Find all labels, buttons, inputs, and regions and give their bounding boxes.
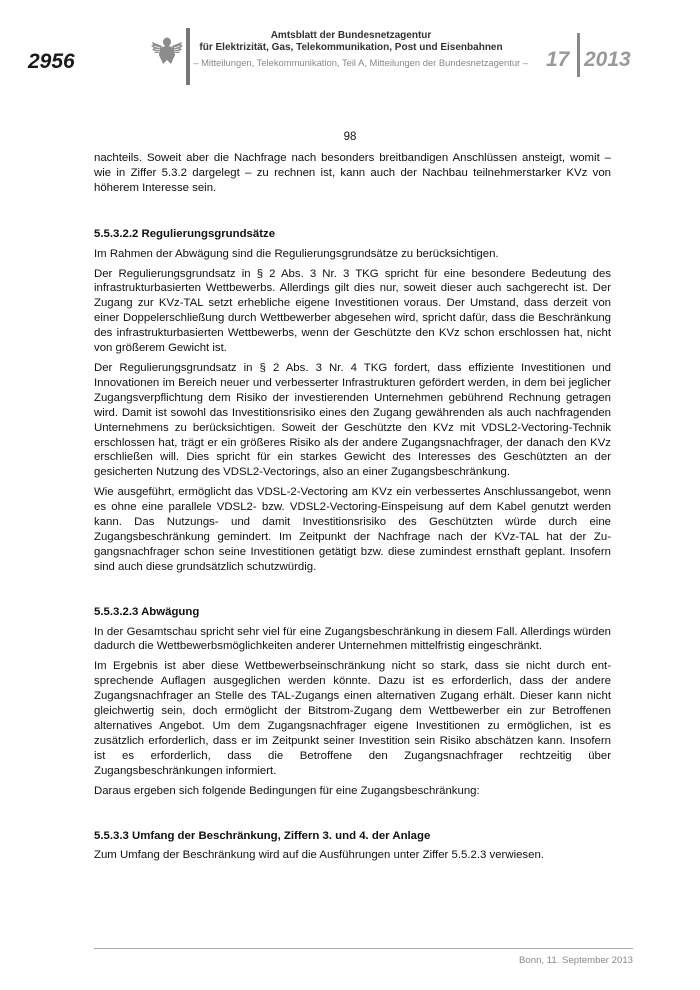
section-heading-abwaegung: 5.5.3.2.3 Abwägung (94, 605, 200, 618)
inner-page-number: 98 (343, 131, 357, 143)
journal-title-line1: Amtsblatt der Bundesnetzagentur (270, 30, 432, 41)
section-heading-umfang: 5.5.3.3 Umfang der Beschränkung, Ziffern 3. und 4. der Anlage (94, 829, 431, 842)
journal-page-number: 2956 (28, 50, 75, 73)
paragraph: Zum Umfang der Beschränkung wird auf die Ausführungen unter Ziffer 5.5.2.3 verwiesen. (94, 849, 544, 862)
document-body (94, 151, 611, 863)
paragraph: Im Ergebnis ist aber diese Wettbewerbseinschränkung nicht so stark, dass sie nicht durch entsprechende Auflagen ausgeglichen werden könnte. Dazu ist es erforderlich, dass der andere Zugangsnachfrager an Stelle des TAL-Zugangs einen alternativen Zugang erhält. Dieser kann nicht gleichwertig sein, doch ermöglicht der Bitstrom-Zugang dem Wettbewerber ein zur Betroffenen alternatives Angebot. Um dem Zugangsnachfrager eigene Investitionen zu ermöglichen, ist es zusätzlich erforderlich, dass er im Zeitpunkt seiner Investition sein Risiko abschätzen kann. Insofern ist es erforderlich, dass die Betroffene den Zugangsnachfrager rechtzeitig über Zugangsbeschränkungen informiert. (94, 660, 611, 777)
paragraph: Der Regulierungsgrundsatz in § 2 Abs. 3 Nr. 3 TKG spricht für eine besondere Bedeutung des infrastrukturbasierten Wettbewerbs. Allerdings gilt dies nur, soweit dieser auch sachgerecht ist. Der Zugang zur KVz-TAL setzt erhebliche eigene Investitionen voraus. Der Umstand, dass derzeit von einer Doppelerschließung durch Wettbewerber abgesehen wird, spricht dafür, dass die Beschränkung des infrastrukturbasierten Wettbewerbs, wenn der Geschützte den KVz schon erschlossen hat, nicht von größerem Gewicht ist. (94, 267, 611, 355)
federal-eagle-icon (150, 33, 184, 67)
paragraph: Daraus ergeben sich folgende Bedingungen für eine Zugangsbeschränkung: (94, 784, 480, 797)
journal-subtitle: – Mitteilungen, Telekommunikation, Teil A, Mitteilungen der Bundesnetzagentur – (193, 57, 528, 68)
paragraph: Der Regulierungsgrundsatz in § 2 Abs. 3 Nr. 4 TKG fordert, dass effiziente Investitionen und Innovationen im Bereich neuer und verbesserter Infrastrukturen gefördert werden, in dem bei jeglicher Zugangsverpflichtung dem Risiko der investierenden Unternehmen gebührend Rechnung getragen wird. Damit ist sowohl das Investitionsrisiko eines den Zugang gewährenden als auch nachfragenden Unternehmens zu berücksichtigen. Soweit der Geschützte den KVz mit VDSL2-Vectoring-Technik erschlossen hat, trägt er ein größeres Risiko als der andere Zugangsnachfrager, der danach den KVz erschließen will. Dies spricht für ein starkes Gewicht des Interesses des Geschützten an der gesicherten Nutzung des VDSL2-Vectorings, also an einer Zugangsbeschränkung. (94, 361, 611, 479)
journal-title-line2: für Elektrizität, Gas, Telekommunikation, Post und Eisenbahnen (199, 42, 503, 53)
issue-year: 2013 (584, 48, 631, 71)
paragraph: Im Rahmen der Abwägung sind die Regulierungsgrundsätze zu berücksichtigen. (94, 247, 499, 260)
intro-paragraph: nachteils. Soweit aber die Nachfrage nach besonders breitbandigen Anschlüssen ansteigt, womit – wie in Ziffer 5.3.2 dargelegt – zu rechnen ist, kann auch der Nachbau teilnehmerstarker KVz von höherem Interesse sein. (94, 152, 611, 194)
journal-title (190, 30, 512, 54)
footer-divider (94, 948, 633, 949)
paragraph: Wie ausgeführt, ermöglicht das VDSL-2-Vectoring am KVz ein verbessertes Anschlussangebot, wenn es ohne eine parallele VDSL2- bzw. VDSL2-Vectoring-Einspeisung auf dem Kabel genutzt werden kann. Das Nutzungs- und damit Investitionsrisiko des Geschützten würde durch eine Zugangsbeschränkung gemindert. Im Zeitpunkt der Nachfrage nach der KVz-TAL hat der Zugangsnachfrager schon seine Investitionen getätigt bzw. diese zumindest ernsthaft geplant. Insofern sind auch diese grundsätzlich schutzwürdig. (94, 486, 611, 573)
issue-number: 17 (546, 48, 570, 71)
footer-place-date: Bonn, 11. September 2013 (519, 955, 633, 966)
issue-year-divider (577, 33, 580, 77)
section-heading-regulierungsgrundsaetze: 5.5.3.2.2 Regulierungsgrundsätze (94, 227, 276, 240)
paragraph: In der Gesamtschau spricht sehr viel für eine Zugangsbeschränkung in diesem Fall. Allerdings würden dadurch die Wettbewerbsmöglichkeiten anderer Unternehmen mittelfristig eingeschränkt. (94, 625, 611, 653)
